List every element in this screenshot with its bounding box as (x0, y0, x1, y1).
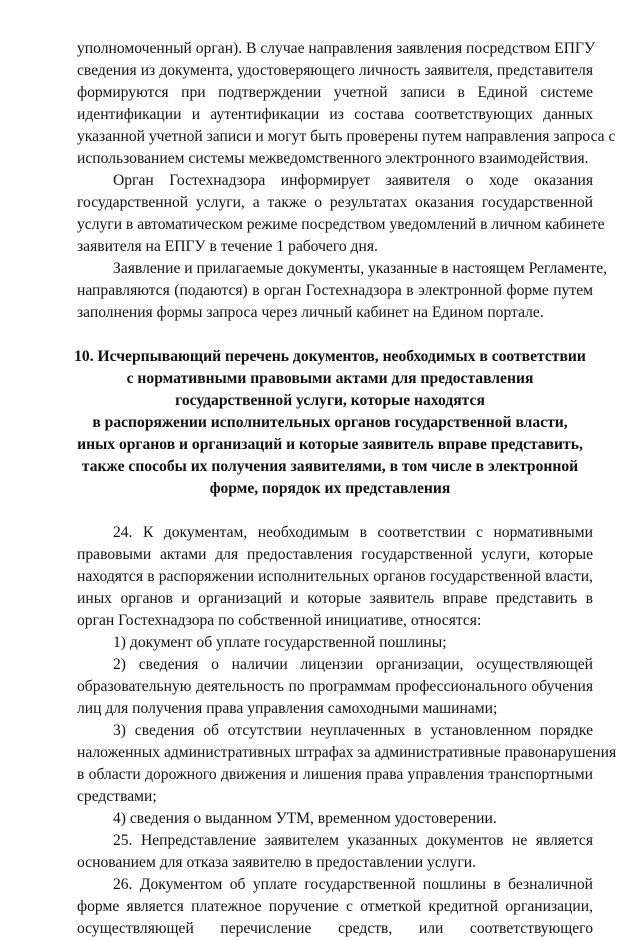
heading-line: государственной услуги, которые находятся (175, 392, 485, 409)
text-line: в области дорожного движения и лишения права управления транспортными (77, 766, 593, 783)
text-line: 3) сведения об отсутствии неуплаченных в установленном порядке (113, 722, 593, 739)
text-line: 4) сведения о выданном УТМ, временном удостоверении. (113, 810, 497, 827)
text-line: направляются (подаются) в орган Гостехнадзора в электронной форме путем (77, 282, 593, 299)
text-line: 25. Непредставление заявителем указанных документов не является (113, 832, 593, 849)
text-line: заявителя на ЕПГУ в течение 1 рабочего дня. (77, 238, 378, 255)
text-line: государственной услуги, а также о результатах оказания государственной (77, 194, 593, 211)
section-heading (67, 346, 593, 500)
paragraph-intro-2 (77, 170, 605, 258)
text-line: образовательную деятельность по программам профессионального обучения (77, 678, 593, 695)
text-line: сведения из документа, удостоверяющего личность заявителя, представителя (77, 62, 593, 79)
heading-line: также способы их получения заявителями, в том числе в электронной (81, 458, 579, 475)
text-line: форме является платежное поручение с отметкой кредитной организации, (77, 898, 593, 915)
text-line: указанной учетной записи и могут быть проверены путем направления запроса с (77, 128, 616, 145)
text-line: основанием для отказа заявителю в предоставлении услуги. (77, 854, 476, 871)
text-line: правовыми актами для предоставления государственной услуги, которые (77, 546, 593, 563)
text-line: услуги в автоматическом режиме посредством уведомлений в личном кабинете (77, 216, 605, 233)
paragraph-25 (77, 830, 593, 874)
heading-line: в распоряжении исполнительных органов государственной власти, (92, 414, 568, 431)
text-line: использованием системы межведомственного электронного взаимодействия. (77, 150, 589, 167)
paragraph-intro-3 (77, 258, 608, 324)
text-line: заполнения формы запроса через личный кабинет на Едином портале. (77, 304, 544, 321)
text-line: иных органов и организаций и которые заявитель вправе представить в (77, 590, 593, 607)
text-line: осуществляющей перечисление средств, или соответствующего (77, 920, 593, 937)
text-line: наложенных административных штрафах за административные правонарушения (77, 744, 617, 761)
text-line: уполномоченный орган). В случае направления заявления посредством ЕПГУ (77, 40, 596, 57)
heading-line: 10. Исчерпывающий перечень документов, необходимых в соответствии (74, 348, 586, 365)
text-line: 1) документ об уплате государственной пошлины; (113, 634, 447, 651)
text-line: Орган Гостехнадзора информирует заявителя о ходе оказания (113, 172, 593, 189)
list-item-2 (77, 654, 593, 720)
text-line: 24. К документам, необходимым в соответствии с нормативными (113, 524, 593, 541)
list-item-1 (77, 632, 593, 654)
text-line: 26. Документом об уплате государственной пошлины в безналичной (113, 876, 593, 893)
list-item-4 (77, 808, 593, 830)
heading-line: с нормативными правовыми актами для предоставления (126, 370, 534, 387)
text-line: находятся в распоряжении исполнительных органов государственной власти, (77, 568, 593, 585)
paragraph-24 (77, 522, 593, 632)
heading-line: иных органов и организаций и которые заявитель вправе представить, (77, 436, 583, 453)
text-line: Заявление и прилагаемые документы, указанные в настоящем Регламенте, (113, 260, 608, 277)
paragraph-26 (77, 874, 593, 940)
list-item-3 (77, 720, 617, 808)
text-line: 2) сведения о наличии лицензии организации, осуществляющей (113, 656, 593, 673)
paragraph-intro-1 (77, 38, 616, 170)
text-line: орган Гостехнадзора по собственной инициативе, относятся: (77, 612, 482, 629)
text-line: формируются при подтверждении учетной записи в Единой системе (77, 84, 593, 101)
text-line: средствами; (77, 788, 157, 805)
heading-line: форме, порядок их представления (209, 480, 451, 497)
text-line: идентификации и аутентификации из состава соответствующих данных (77, 106, 593, 123)
text-line: лиц для получения права управления самоходными машинами; (77, 700, 498, 717)
